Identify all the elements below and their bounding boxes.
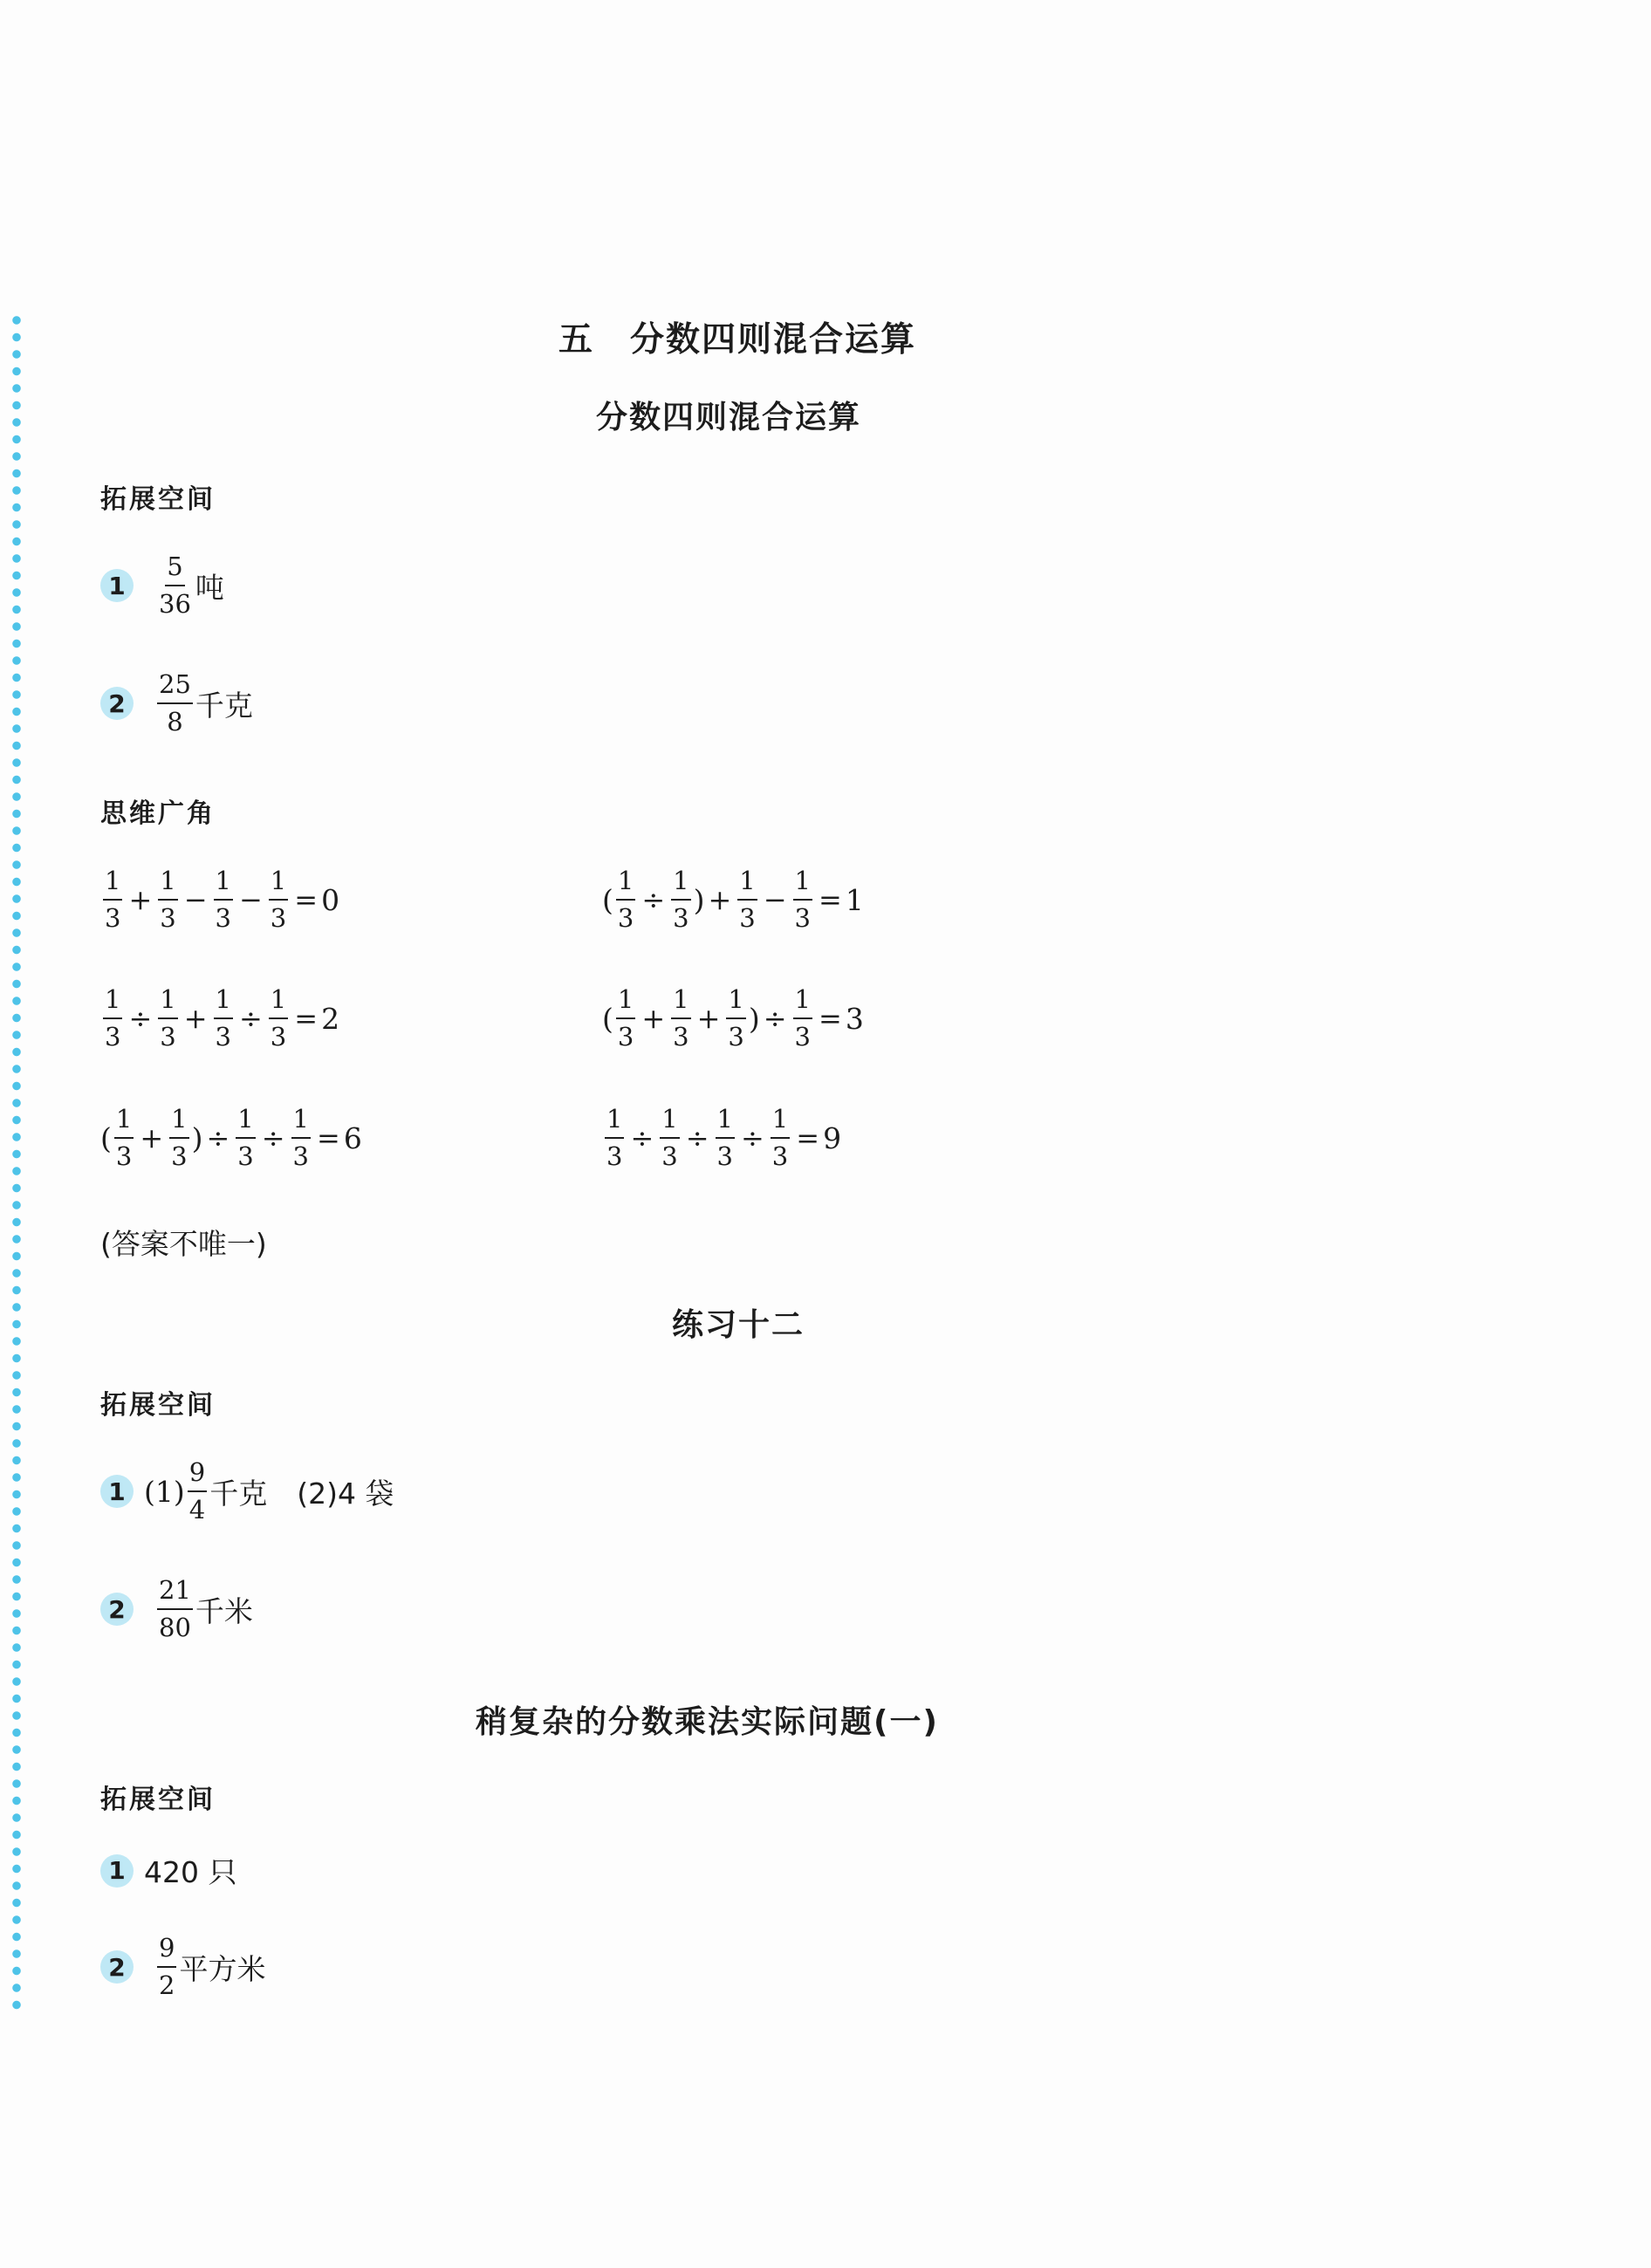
section-heading-expand: 拓展空间 — [100, 1390, 216, 1421]
equation-1: $\frac{1}{3}$ + $\frac{1}{3}$ − $\frac{1}{3}$ − $\frac{1}{3}$ = 0 — [105, 866, 340, 933]
fraction: $\frac{9}{4}$ — [188, 1457, 206, 1525]
equation-6: $\frac{1}{3}$ ÷ $\frac{1}{3}$ ÷ $\frac{1}{3}$ ÷ $\frac{1}{3}$ = 9 — [606, 1104, 842, 1171]
unit-label: 吨 — [195, 570, 224, 605]
fraction: $\frac{5}{36}$ — [159, 552, 191, 619]
equation-5: ( $\frac{1}{3}$ + $\frac{1}{3}$ ) ÷ $\frac{1}{3}$ ÷ $\frac{1}{3}$ = 6 — [100, 1104, 362, 1171]
fraction: $\frac{25}{8}$ — [159, 669, 191, 737]
answer-2 — [100, 669, 253, 737]
lesson-title-3: 稍复杂的分数乘法实际问题(一) — [476, 1704, 939, 1740]
fraction: $\frac{9}{2}$ — [159, 1933, 175, 2000]
question-number-badge: 1 — [100, 1475, 134, 1508]
binding-dots-decoration — [10, 314, 23, 2011]
equation-4: ( $\frac{1}{3}$ + $\frac{1}{3}$ + $\frac{1}{3}$ ) ÷ $\frac{1}{3}$ = 3 — [602, 984, 864, 1052]
answer-2: 2 $\frac{9}{2}$ 平方米 — [100, 1936, 265, 1998]
section-heading-expand: 拓展空间 — [100, 1785, 216, 1815]
question-number-badge: 1 — [100, 569, 134, 602]
lesson-title-1: 分数四则混合运算 — [596, 400, 862, 435]
fraction: $\frac{21}{80}$ — [159, 1575, 191, 1642]
section-heading-thinking: 思维广角 — [100, 798, 216, 829]
lesson-title-2: 练习十二 — [672, 1307, 805, 1343]
equation-2: ( $\frac{1}{3}$ ÷ $\frac{1}{3}$ ) + $\frac{1}{3}$ − $\frac{1}{3}$ = 1 — [602, 866, 864, 933]
question-number-badge: 2 — [100, 1950, 134, 1984]
answer-1 — [100, 554, 224, 617]
answer-2: 2 $\frac{21}{80}$ 千米 — [100, 1578, 253, 1641]
question-number-badge: 2 — [100, 1593, 134, 1626]
chapter-title: 五 分数四则混合运算 — [558, 320, 917, 360]
answer-1: 1 (1) $\frac{9}{4}$ 千克 (2)4 袋 — [100, 1460, 394, 1523]
question-number-badge: 1 — [100, 1854, 134, 1888]
answer-1: 1 420 只 — [100, 1850, 236, 1891]
note-not-unique: (答案不唯一) — [100, 1227, 267, 1261]
section-heading-expand: 拓展空间 — [100, 484, 216, 515]
unit-label: 千克 — [195, 688, 253, 723]
question-number-badge: 2 — [100, 687, 134, 720]
equation-3: $\frac{1}{3}$ ÷ $\frac{1}{3}$ + $\frac{1}{3}$ ÷ $\frac{1}{3}$ = 2 — [105, 984, 340, 1052]
